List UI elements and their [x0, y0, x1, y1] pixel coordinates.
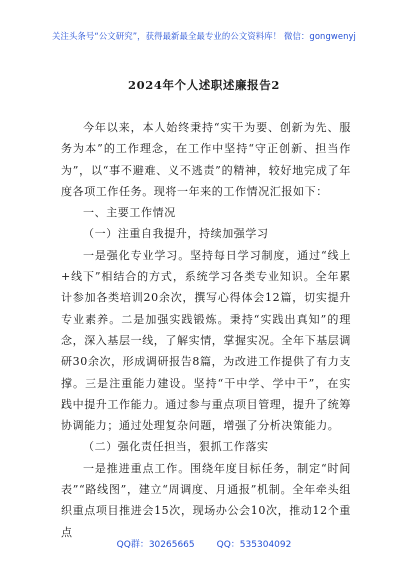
document-body: [61, 117, 351, 543]
document-title: 2024年个人述职述廉报告2: [128, 78, 280, 92]
section-heading-main-work: 一、主要工作情况: [83, 206, 176, 220]
footer-contact: [0, 537, 408, 550]
body-paragraph-key-work: 一是推进重点工作。围绕年度目标任务，制定“时间表”“路线图”，建立“周调度、月通报”机制。全年牵头组织重点项目推进会15次，现场办公会10次，推动12个重点: [61, 461, 351, 539]
footer-qq-group: QQ群：30265665: [116, 540, 195, 550]
header-promo-note: 关注头条号“公文研究”，获得最新最全最专业的公文资料库！ 微信：gongwenyj: [52, 31, 356, 41]
footer-qq-number: QQ：535304092: [216, 540, 292, 550]
subsection-heading-responsibility: （二）强化责任担当，狠抓工作落实: [83, 440, 269, 454]
body-paragraph-learning: 一是强化专业学习。坚持每日学习制度，通过“线上+线下”相结合的方式，系统学习各类专业知识。全年累计参加各类培训20余次，撰写心得体会12篇，切实提升专业素养。二是加强实践锻炼。秉持“实践出真知”的理念，深入基层一线，了解实情，掌握实况。全年下基层调研30余次，形成调研报告8篇，为改进工作提供了有力支撑。三是注重能力建设。坚持“干中学、学中干”，在实践中提升工作能力。通过参与重点项目管理，提升了统筹协调能力；通过处理复杂问题，增强了分析决策能力。: [61, 248, 351, 433]
subsection-heading-self-improvement: （一）注重自我提升，持续加强学习: [83, 227, 269, 241]
intro-paragraph: 今年以来，本人始终秉持“实干为要、创新为先、服务为本”的工作理念，在工作中坚持“守正创新、担当作为”，以“事不避难、义不逃责”的精神，较好地完成了年度各项工作任务。现将一年来的工作情况汇报如下：: [61, 121, 351, 198]
